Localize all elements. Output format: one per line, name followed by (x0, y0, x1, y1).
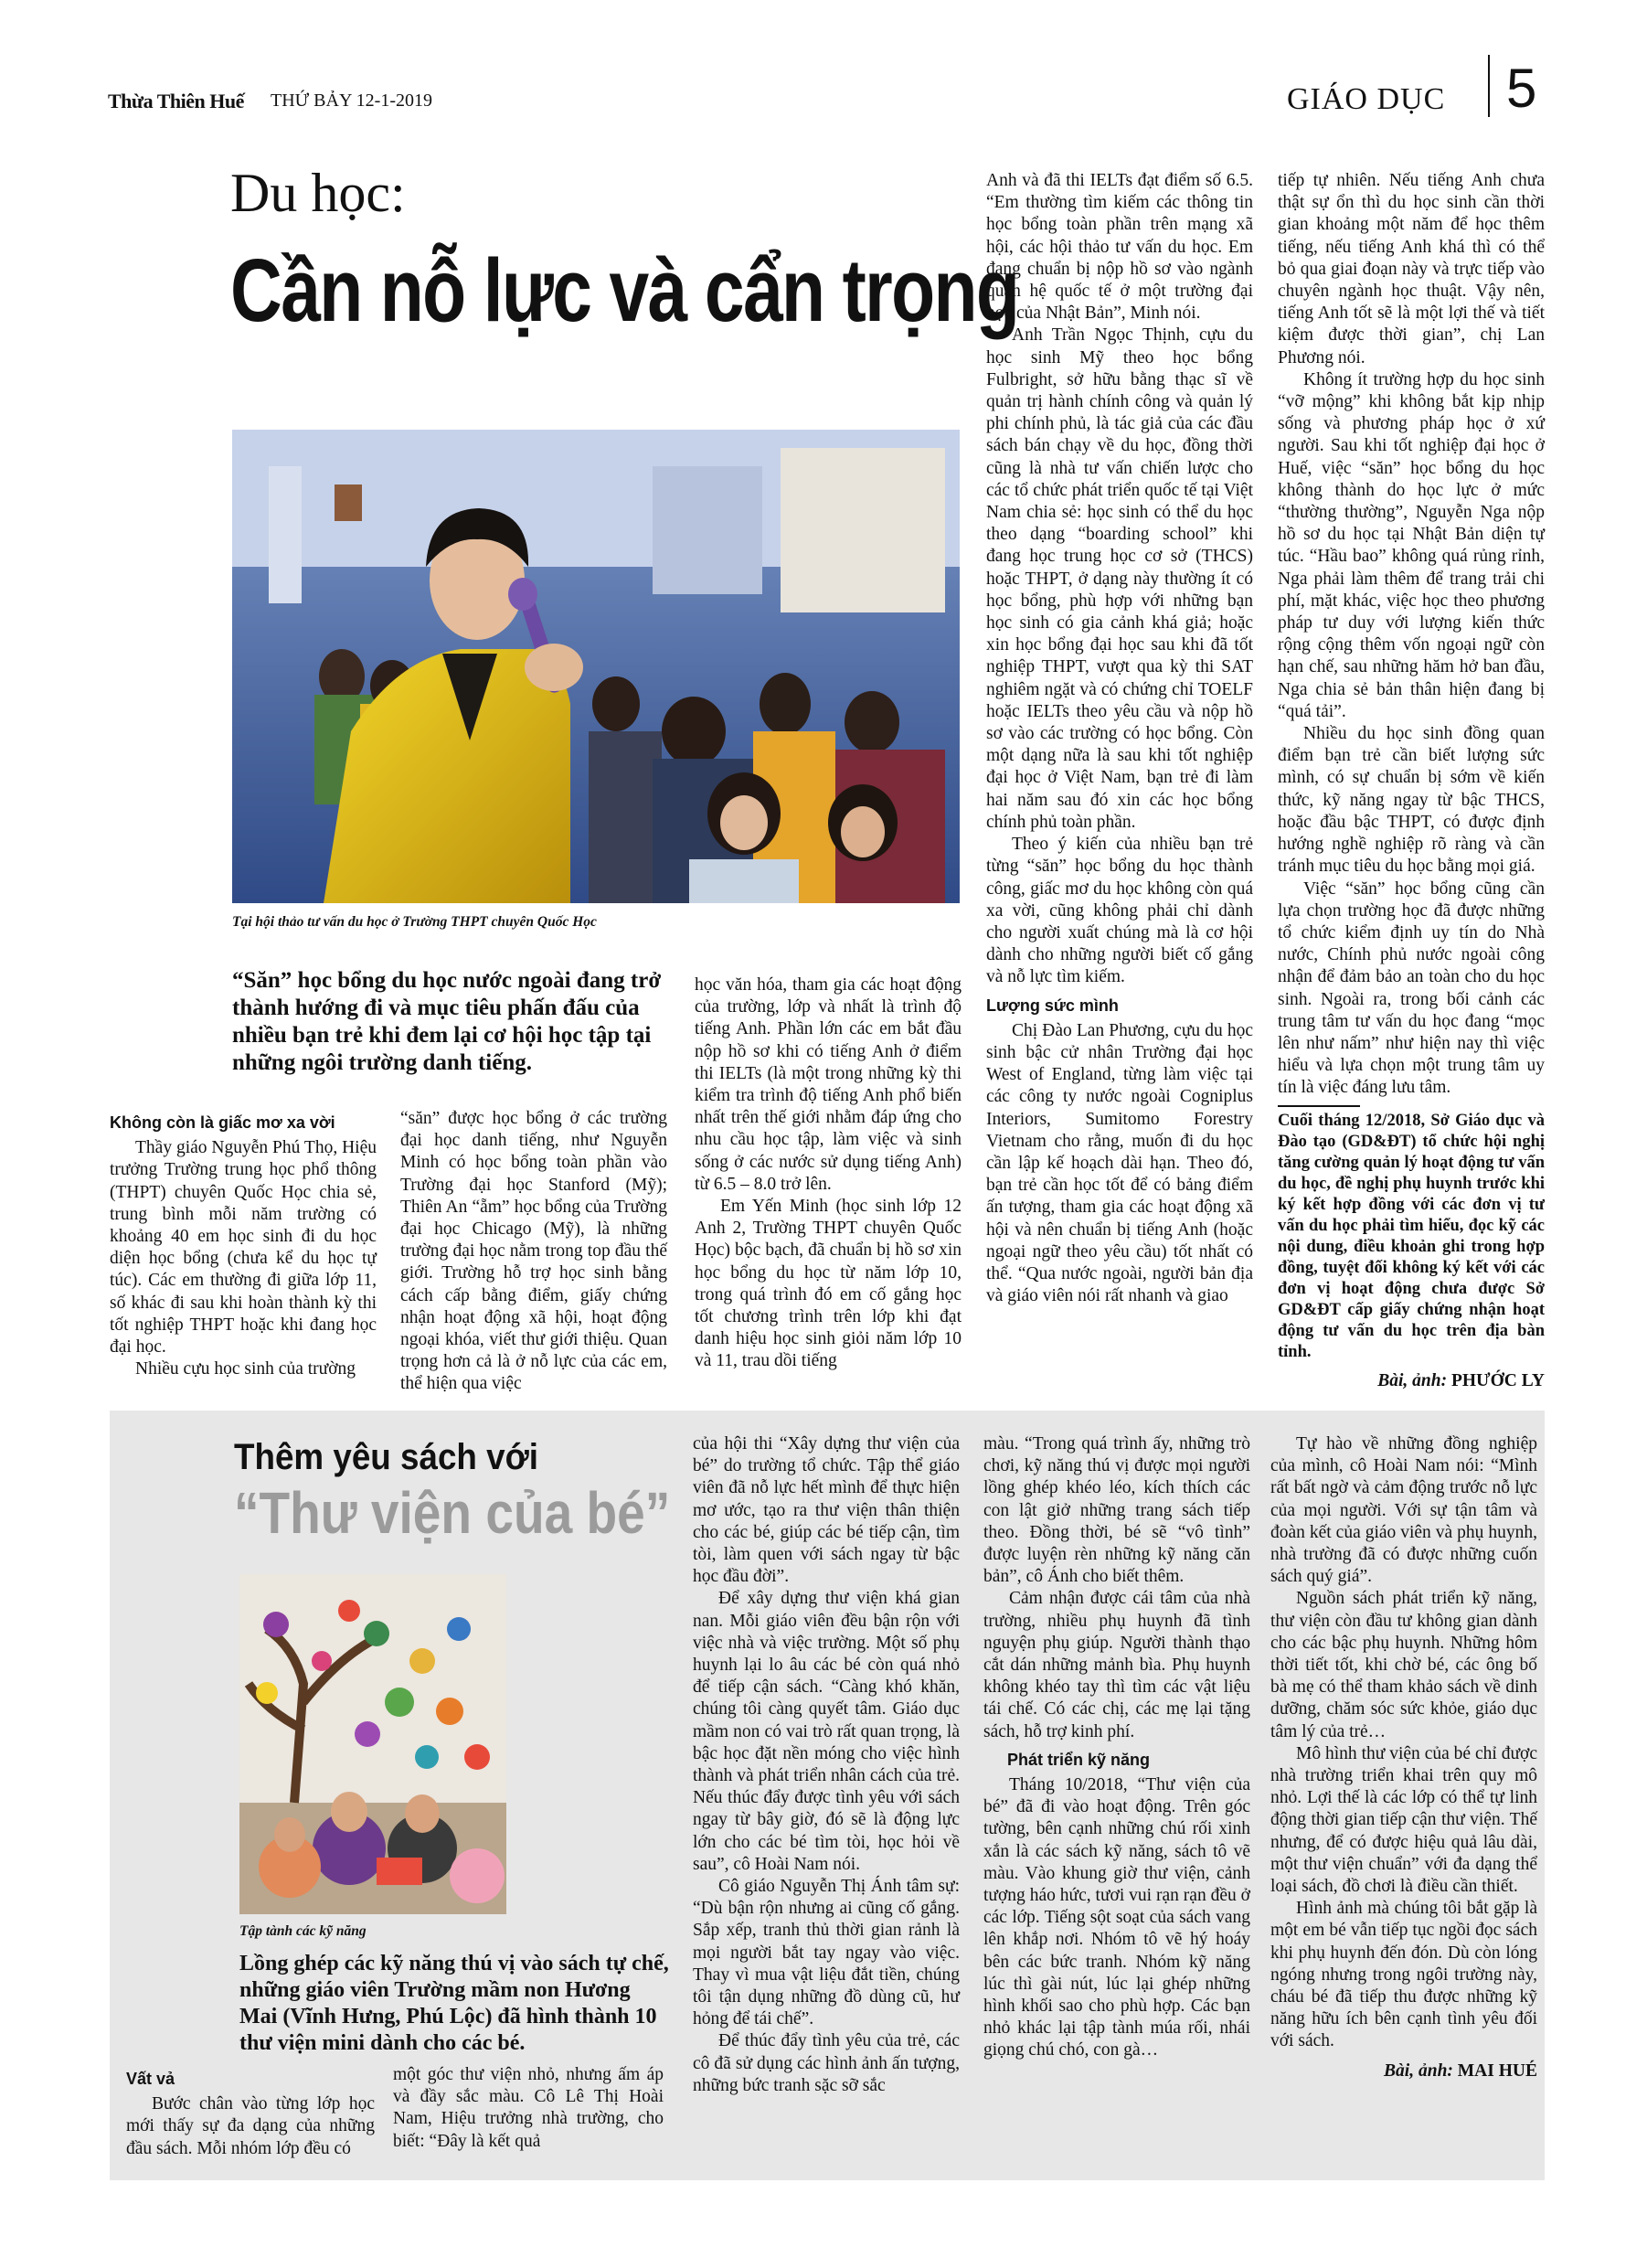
paragraph: Không ít trường hợp du học sinh “vỡ mộng” khi không bắt kịp nhịp sống và phương pháp học ở xứ người. Sau khi tốt nghiệp đại học ở Huế, việc “săn” học bổng du học không thành do học lực ở mức “thường thường”, Nguyễn Nga nộp hồ sơ du học tại Nhật Bản diện tự túc. “Hầu bao” không quá rủng rỉnh, Nga phải làm thêm để trang trải chi phí, mặt khác, việc học theo phương pháp tư duy với lượng kiến thức rộng cộng thêm vốn ngoại ngữ còn hạn chế, sau những hăm hở ban đầu, Nga chia sẻ bản thân hiện đang bị “quá tải”. (1278, 369, 1545, 721)
paragraph: Hình ảnh mà chúng tôi bắt gặp là một em bé vẫn tiếp tục ngồi đọc sách khi phụ huynh đến đón. Dù còn lóng ngóng nhưng trong ngôi trường này, cháu bé đã tiếp thu được những kỹ năng hữu ích bên cạnh tình yêu đối với sách. (1270, 1899, 1537, 2051)
paragraph: Nguồn sách phát triển kỹ năng, thư viện còn đầu tư không gian dành cho các bậc phụ huynh. Những hôm thời tiết tốt, khi chờ bé, các ông bố bà mẹ có thể tham khảo sách về dinh dưỡng, chăm sóc sức khỏe, giáo dục tâm lý của trẻ… (1270, 1589, 1537, 1741)
paragraph: Anh Trần Ngọc Thịnh, cựu du học sinh Mỹ theo học bổng Fulbright, sở hữu bằng thạc sĩ về quản trị hành chính công và quản lý phi chính phủ, là tác giả của các đầu sách bán chạy về du học, đồng thời cũng là nhà tư vấn chiến lược cho các tổ chức phát triển quốc tế tại Việt Nam chia sẻ: học sinh có thể du học theo dạng “boarding school” khi đang học trung học cơ sở (THCS) hoặc THPT, ở dạng này thường ít có học bổng, phù hợp với những bạn học sinh có gia cảnh khá giả; hoặc xin học bổng đại học sau khi đã tốt nghiệp THPT, vượt qua kỳ thi SAT nghiêm ngặt và có chứng chỉ TOELF hoặc IELTs theo yêu cầu và nộp hồ sơ vào các trường có học bổng. Còn một dạng nữa là sau khi tốt nghiệp đại học ở Việt Nam, bạn trẻ đi làm hai năm sau đó xin các học bổng chính phủ toàn phần. (986, 325, 1253, 832)
paragraph: Nhiều cựu học sinh của trường (135, 1359, 356, 1379)
paragraph: của hội thi “Xây dựng thư viện của bé” do trường tổ chức. Tập thể giáo viên đã nỗ lực hết mình để thực hiện mơ ước, tạo ra thư viện thân thiện cho các bé, giúp các bé tiếp cận, tìm tòi, làm quen với sách ngay từ bậc học đầu đời”. (693, 1434, 960, 1587)
paragraph: Cảm nhận được cái tâm của nhà trường, nhiều phụ huynh đã tình nguyện phụ giúp. Người thành thạo cắt dán những mảnh bìa. Phụ huynh không khéo tay thì tìm các vật liệu tái chế. Có các chị, các mẹ lại tặng sách, hỗ trợ kinh phí. (983, 1589, 1250, 1741)
paragraph: Nhiều du học sinh đồng quan điểm bạn trẻ cần biết lượng sức mình, có sự chuẩn bị sớm về kiến thức, kỹ năng ngay từ bậc THCS, hoặc đầu bậc THPT, có được định hướng nghề nghiệp rõ ràng và cần tránh mục tiêu du học bằng mọi giá. (1278, 724, 1545, 877)
paragraph: “săn” được học bổng ở các trường đại học danh tiếng, như Nguyễn Minh có học bổng toàn phần vào Trường đại học Stanford (Mỹ); Thiên An “ẵm” học bổng của Trường đại học Chicago (Mỹ), là những trường đại học nằm trong top đầu thế giới. Trường hỗ trợ học sinh bằng cách cấp bằng điểm, giấy chứng nhận hoạt động xã hội, hoạt động ngoại khóa, viết thư giới thiệu. Quan trọng hơn cả là ở nỗ lực của các em, thể hiện qua việc (400, 1109, 667, 1394)
article-column-2 (400, 1108, 667, 1396)
masthead (108, 58, 1552, 121)
paragraph: Em Yến Minh (học sinh lớp 12 Anh 2, Trường THPT chuyên Quốc Học) bộc bạch, đã chuẩn bị hồ sơ xin học bổng du học từ năm lớp 10, trong quá trình đó em cố gắng học tốt chương trình trên lớp khi đạt danh hiệu học sinh giỏi năm lớp 10 và 11, trau dồi tiếng (695, 1197, 962, 1371)
header-divider (1488, 55, 1490, 117)
article2-column-5 (1270, 1433, 1537, 2082)
paragraph: Để thúc đẩy tình yêu của trẻ, các cô đã sử dụng các hình ảnh ấn tượng, những bức tranh sặc sỡ sắc (693, 2031, 960, 2095)
article2-column-3 (693, 1433, 960, 2097)
paragraph: Việc “săn” học bổng cũng cần lựa chọn trường học đã được những tổ chức kiểm định uy tín do Nhà nước, Chính phủ nước ngoài công nhận để đảm bảo an toàn cho du học sinh. Ngoài ra, trong bối cảnh các trung tâm tư vấn du học đang “mọc lên như nấm” như hiện nay thì việc hiểu và lựa chọn một trung tâm uy tín là việc đáng lưu tâm. (1278, 878, 1545, 1098)
byline-prefix: Bài, ảnh: (1384, 2060, 1453, 2081)
paragraph: tiếp tự nhiên. Nếu tiếng Anh chưa thật sự ổn thì du học sinh cần thời gian khoảng một năm để học thêm tiếng, nếu tiếng Anh khá thì có thể bỏ qua giai đoạn này và trực tiếp vào chuyên ngành học thuật. Vậy nên, tiếng Anh tốt sẽ là một lợi thế và tiết kiệm được thời gian”, chị Lan Phương nói. (1278, 171, 1545, 367)
note-rule (1278, 1105, 1360, 1107)
paragraph: Anh và đã thi IELTs đạt điểm số 6.5. “Em thường tìm kiếm các thông tin học bổng toàn phần trên mạng xã hội, các hội thảo tư vấn du học. Em đang chuẩn bị nộp hồ sơ vào ngành quan hệ quốc tế ở một trường đại học của Nhật Bản”, Minh nói. (986, 171, 1253, 324)
article2-column-2 (393, 2064, 664, 2153)
paragraph: học văn hóa, tham gia các hoạt động của trường, lớp và nhất là trình độ tiếng Anh. Phần lớn các em bắt đầu nộp hồ sơ khi có tiếng Anh ở điểm thi IELTs (là một trong những kỳ thi kiểm tra trình độ tiếng Anh phổ biến nhất trên thế giới nhằm đáp ứng cho nhu cầu học tập, làm việc và sinh sống ở các nước sử dụng tiếng Anh) từ 6.5 – 8.0 trở lên. (695, 975, 962, 1194)
article-kicker: Du học: (230, 163, 406, 223)
byline (1278, 1370, 1545, 1392)
seminar-photo-image (232, 430, 960, 903)
issue-date: THỨ BẢY 12-1-2019 (271, 91, 432, 111)
subheading: Vất vả (126, 2070, 175, 2088)
seminar-photo (232, 430, 960, 903)
article2-kicker: Thêm yêu sách với (234, 1437, 538, 1477)
paragraph: Để xây dựng thư viện khá gian nan. Mỗi giáo viên đều bận rộn với việc nhà và việc trường. Một số phụ huynh lại lo âu các bé còn quá nhỏ để tiếp cận sách. “Càng khó khăn, chúng tôi càng quyết tâm. Giáo dục mầm non có vai trò rất quan trọng, là bậc học đặt nền móng cho việc hình thành và phát triển nhân cách của trẻ. Nếu thúc đẩy được tình yêu với sách ngay từ bây giờ, đó sẽ là động lực lớn cho các bé tìm tòi, học hỏi về sau”, cô Hoài Nam nói. (693, 1589, 960, 1874)
subheading: Phát triển kỹ năng (1007, 1750, 1151, 1769)
byline-author: PHƯỚC LY (1450, 1370, 1545, 1390)
article-lead: “Săn” học bổng du học nước ngoài đang trở thành hướng đi và mục tiêu phấn đấu của nhiều bạn trẻ khi đem lại cơ hội học tập tại những ngôi trường danh tiếng. (232, 968, 662, 1075)
article2-column-4 (983, 1433, 1250, 2062)
library-photo-image (239, 1574, 506, 1914)
byline-author: MAI HUÉ (1457, 2060, 1537, 2081)
article2-column-1 (126, 2062, 375, 2160)
article-column-3 (695, 974, 962, 1373)
byline (1270, 2060, 1537, 2082)
paragraph: Mô hình thư viện của bé chỉ được nhà trường triển khai trên quy mô nhỏ. Lợi thế là các lớp có thể tự linh động thời gian tiếp cận thư viện. Thế nhưng, để có được hiệu quả lâu dài, một thư viện chuẩn” với đa dạng thể loại sách, đồ chơi là điều cần thiết. (1270, 1743, 1537, 1897)
paragraph: Tự hào về những đồng nghiệp của mình, cô Hoài Nam nói: “Mình rất bất ngờ và cảm động trước nỗ lực của mọi người. Với sự tận tâm và đoàn kết của giáo viên và phụ huynh, nhà trường đã có được những cuốn sách quý giá”. (1270, 1434, 1537, 1587)
note-box: Cuối tháng 12/2018, Sở Giáo dục và Đào tạo (GD&ĐT) tổ chức hội nghị tăng cường quản lý hoạt động tư vấn du học, đề nghị phụ huynh trước khi ký kết hợp đồng với các đơn vị tư vấn du học phải tìm hiểu, đọc kỹ các nội dung, điều khoản ghi trong hợp đồng, tuyệt đối không ký kết với các đơn vị hoạt động chưa được Sở GD&ĐT cấp giấy chứng nhận hoạt động tư vấn du học trên địa bàn tỉnh. (1278, 1111, 1545, 1361)
paragraph: Chị Đào Lan Phương, cựu du học sinh bậc cử nhân Trường đại học West of England, từng làm việc tại các công ty nước ngoài Cogniplus Interiors, Sumitomo Forestry Vietnam cho rằng, muốn đi du học cần lập kế hoạch dài hạn. Theo đó, bạn trẻ cần học tốt để có bảng điểm ấn tượng, tham gia các hoạt động xã hội và nên chuẩn bị tiếng Anh (hoặc ngoại ngữ theo yêu cầu) tốt nhất có thể. “Qua nước ngoài, người bản địa và giáo viên nói rất nhanh và giao (986, 1020, 1253, 1306)
paragraph: Thầy giáo Nguyễn Phú Thọ, Hiệu trưởng Trường trung học phổ thông (THPT) chuyên Quốc Học chia sẻ, trung bình mỗi năm trường có khoảng 40 em học sinh đi du học diện học bổng (chưa kể du học tự túc). Các em thường đi giữa lớp 11, số khác đi sau khi hoàn thành kỳ thi tốt nghiệp THPT hoặc khi đang học đại học. (110, 1138, 377, 1358)
subheading: Không còn là giấc mơ xa vời (110, 1113, 335, 1132)
article-title: Cần nỗ lực và cẩn trọng (230, 240, 1019, 340)
paragraph: một góc thư viện nhỏ, nhưng ấm áp và đầy sắc màu. Cô Lê Thị Hoài Nam, Hiệu trưởng nhà trường, cho biết: “Đây là kết quả (393, 2065, 664, 2151)
article2-title: “Thư viện của bé” (234, 1480, 671, 1546)
paragraph: Theo ý kiến của nhiều bạn trẻ từng “săn” học bổng du học thành công, giấc mơ du học không còn quá xa vời, cũng không phải chỉ dành cho người xuất chúng mà là cơ hội dành cho những người biết cố gắng và nỗ lực tìm kiếm. (986, 835, 1253, 987)
article-column-4 (986, 170, 1253, 1307)
paragraph: màu. “Trong quá trình ấy, những trò chơi, kỹ năng thú vị được mọi người lồng ghép khéo léo, kích thích các con lật giở những trang sách tiếp theo. Đồng thời, bé sẽ “vô tình” được luyện rèn những kỹ năng căn bản”, cô Ánh cho biết thêm. (983, 1434, 1250, 1587)
subheading: Lượng sức mình (986, 996, 1119, 1015)
paragraph: Tháng 10/2018, “Thư viện của bé” đã đi vào hoạt động. Trên góc tường, bên cạnh những chú rối xinh xắn là các sách kỹ năng, sách tô vẽ màu. Vào khung giờ thư viện, cảnh tượng háo hức, tươi vui rạn rạn đều ở các lớp. Tiếng sột soạt của sách vang lên khắp nơi. Nhóm tô vẽ hý hoáy bên các bức tranh. Nhóm kỹ năng lúc thì gài nút, lúc lại ghép những hình khối sao cho phù hợp. Các bạn nhỏ khác lại tập tành múa rối, nhái giọng chú chó, con gà… (983, 1775, 1250, 2060)
article-column-5 (1278, 170, 1545, 1392)
paper-name: Thừa Thiên Huế (108, 90, 244, 112)
seminar-photo-caption: Tại hội thảo tư vấn du học ở Trường THPT chuyên Quốc Học (232, 914, 597, 930)
page-number: 5 (1506, 58, 1537, 119)
paragraph: Cô giáo Nguyễn Thị Ánh tâm sự: “Dù bận rộn nhưng ai cũng cố gắng. Sắp xếp, tranh thủ thời gian rảnh là mọi người bắt tay ngay vào việc. Thay vì mua vật liệu đắt tiền, chúng tôi tận dụng những đồ dùng cũ, hư hỏng để tái chế”. (693, 1877, 960, 2029)
library-photo (239, 1574, 506, 1914)
byline-prefix: Bài, ảnh: (1377, 1370, 1448, 1390)
paragraph: Bước chân vào từng lớp học mới thấy sự đa dạng của những đầu sách. Mỗi nhóm lớp đều có (126, 2094, 375, 2158)
library-photo-caption: Tập tành các kỹ năng (239, 1923, 367, 1939)
article-column-1 (110, 1106, 377, 1380)
section-name: GIÁO DỤC (1287, 82, 1446, 116)
article2-lead: Lồng ghép các kỹ năng thú vị vào sách tự chế, những giáo viên Trường mầm non Hương Mai (Vĩnh Hưng, Phú Lộc) đã hình thành 10 thư viện mini dành cho các bé. (239, 1952, 669, 2055)
